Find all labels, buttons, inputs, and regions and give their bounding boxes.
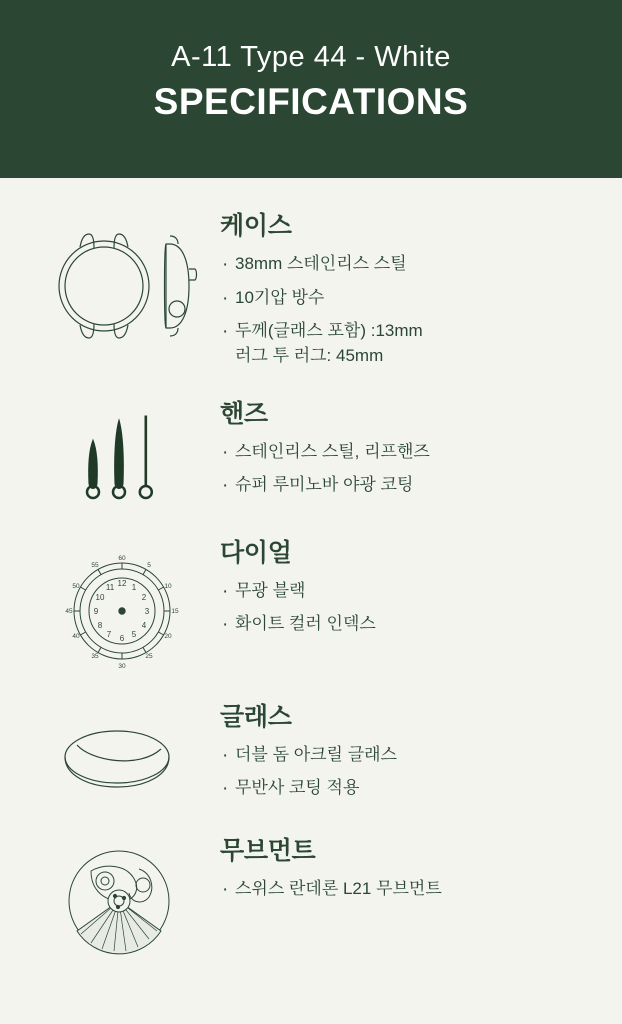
spec-list-hands — [220, 440, 598, 498]
spec-section-glass — [0, 687, 622, 815]
svg-text:8: 8 — [97, 620, 103, 630]
svg-text:2: 2 — [141, 592, 147, 602]
svg-text:40: 40 — [72, 632, 80, 640]
list-item: · 10기압 방수 — [220, 286, 598, 311]
watch-case-icon — [24, 196, 220, 364]
spec-title-hands: 핸즈 — [220, 399, 268, 428]
header-subtitle: A-11 Type 44 - White — [171, 41, 451, 74]
svg-text:35: 35 — [91, 652, 99, 660]
list-item: · 두께(글래스 포함) :13mm 러그 투 러그: 45mm — [220, 319, 598, 368]
spec-body-glass — [220, 687, 598, 810]
svg-text:10: 10 — [164, 582, 172, 590]
spec-title-case: 케이스 — [220, 212, 292, 240]
list-item: · 화이트 컬러 인덱스 — [220, 612, 598, 637]
page-header — [0, 0, 622, 178]
list-item: · 스위스 란데론 L21 무브먼트 — [220, 877, 598, 902]
watch-glass-icon — [24, 687, 220, 815]
spec-section-hands — [0, 384, 622, 517]
watch-hands-icon — [24, 384, 220, 517]
list-item: · 무반사 코팅 적용 — [220, 776, 598, 801]
svg-text:25: 25 — [145, 652, 153, 660]
spec-section-movement — [0, 821, 622, 969]
svg-text:20: 20 — [164, 632, 172, 640]
svg-text:50: 50 — [72, 582, 80, 590]
page-title: SPECIFICATIONS — [153, 81, 469, 123]
svg-text:15: 15 — [171, 607, 179, 615]
spec-body-hands — [220, 384, 598, 507]
svg-text:60: 60 — [118, 554, 126, 562]
spec-body-movement — [220, 821, 598, 911]
list-item: · 슈퍼 루미노바 야광 코팅 — [220, 473, 598, 498]
spec-list-glass — [220, 743, 598, 801]
list-item: · 스테인리스 스틸, 리프핸즈 — [220, 440, 598, 465]
spec-title-glass: 글래스 — [220, 702, 292, 731]
watch-movement-icon — [24, 821, 220, 969]
svg-text:9: 9 — [93, 606, 99, 616]
svg-text:55: 55 — [91, 561, 99, 569]
spec-body-case — [220, 196, 598, 378]
list-item: · 38mm 스테인리스 스틸 — [220, 252, 598, 277]
specifications-content — [0, 178, 622, 969]
spec-list-movement — [220, 877, 598, 902]
spec-title-movement: 무브먼트 — [220, 836, 316, 865]
spec-title-dial: 다이얼 — [220, 538, 292, 567]
svg-text:5: 5 — [131, 629, 137, 639]
spec-section-case — [0, 196, 622, 378]
watch-dial-icon — [24, 523, 220, 681]
svg-text:1: 1 — [131, 582, 137, 592]
svg-text:12: 12 — [117, 578, 127, 588]
spec-body-dial — [220, 523, 598, 646]
svg-text:6: 6 — [119, 633, 125, 643]
svg-text:4: 4 — [141, 620, 147, 630]
svg-text:45: 45 — [65, 607, 73, 615]
svg-text:30: 30 — [118, 662, 126, 670]
list-item: · 더블 돔 아크릴 글래스 — [220, 743, 598, 768]
svg-text:3: 3 — [144, 606, 150, 616]
list-item: · 무광 블랙 — [220, 579, 598, 604]
spec-section-dial — [0, 523, 622, 681]
svg-text:11: 11 — [105, 582, 115, 592]
spec-list-case — [220, 252, 598, 369]
svg-text:5: 5 — [147, 561, 151, 569]
svg-text:7: 7 — [106, 629, 112, 639]
svg-text:10: 10 — [95, 592, 105, 602]
spec-list-dial — [220, 579, 598, 637]
